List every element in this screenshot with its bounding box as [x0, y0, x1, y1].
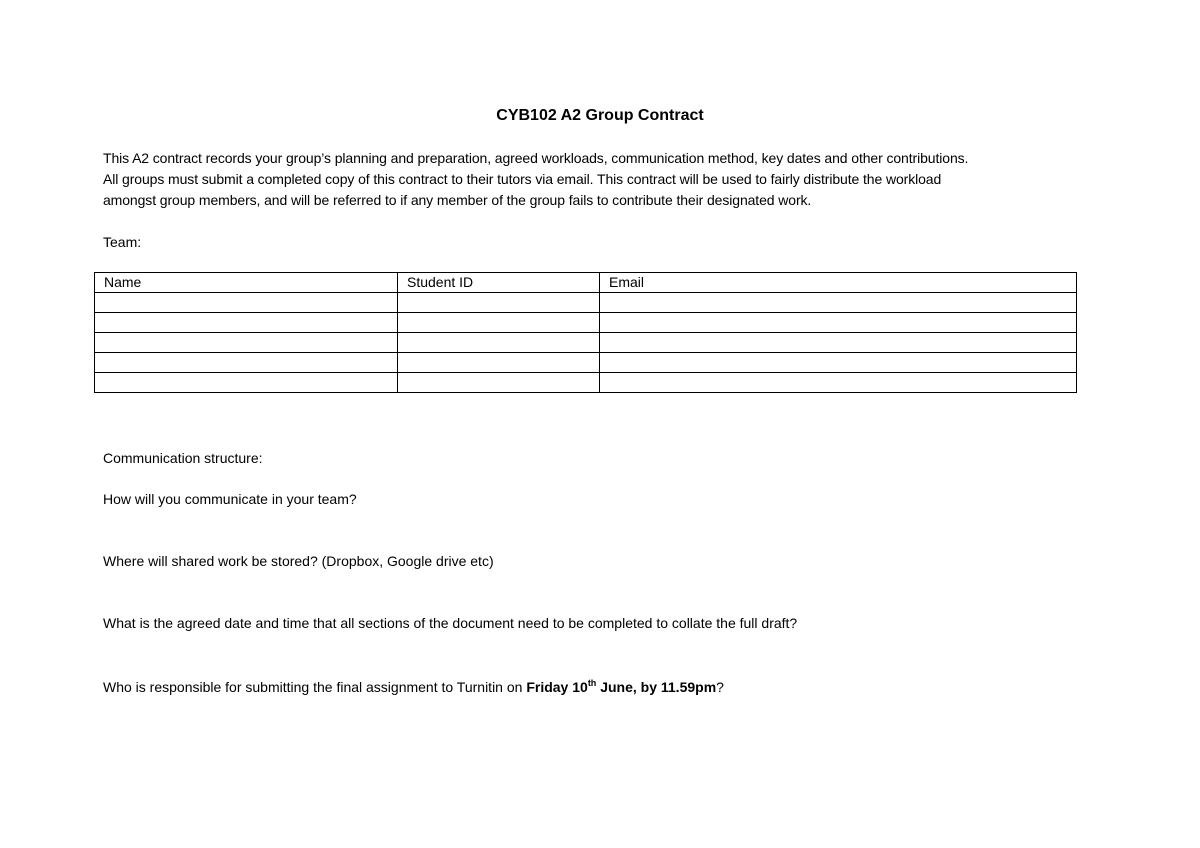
intro-line: This A2 contract records your group’s planning and preparation, agreed workloads, communication method, key dates and other contributions. [103, 150, 969, 166]
email-cell[interactable] [600, 353, 1077, 373]
table-row [95, 313, 1077, 333]
student-id-cell[interactable] [398, 353, 600, 373]
table-row [95, 353, 1077, 373]
submission-prefix: Who is responsible for submitting the final assignment to Turnitin on [103, 679, 527, 695]
email-cell[interactable] [600, 293, 1077, 313]
submission-day: Friday 10 [526, 679, 588, 695]
submission-suffix: ? [716, 679, 724, 695]
question-storage: Where will shared work be stored? (Dropbox, Google drive etc) [103, 553, 494, 569]
student-id-cell[interactable] [398, 313, 600, 333]
name-cell[interactable] [95, 353, 398, 373]
table-row [95, 373, 1077, 393]
intro-line: amongst group members, and will be referred to if any member of the group fails to contribute their designated work. [103, 192, 812, 208]
name-cell[interactable] [95, 373, 398, 393]
submission-date-rest: June, by 11.59pm [596, 679, 717, 695]
student-id-cell[interactable] [398, 333, 600, 353]
team-table [94, 272, 1077, 393]
question-deadline: What is the agreed date and time that all sections of the document need to be completed to collate the full draft? [103, 615, 798, 631]
question-submission [103, 677, 724, 697]
student-id-cell[interactable] [398, 293, 600, 313]
header-name: Name [95, 273, 398, 293]
intro-line: All groups must submit a completed copy of this contract to their tutors via email. This contract will be used to fairly distribute the workload [103, 171, 942, 187]
intro-paragraph [103, 148, 1103, 211]
email-cell[interactable] [600, 373, 1077, 393]
table-row [95, 333, 1077, 353]
name-cell[interactable] [95, 293, 398, 313]
submission-day-suffix: th [587, 678, 597, 688]
name-cell[interactable] [95, 313, 398, 333]
email-cell[interactable] [600, 313, 1077, 333]
question-communicate: How will you communicate in your team? [103, 491, 357, 507]
document-title: CYB102 A2 Group Contract [496, 107, 704, 124]
communication-structure-label: Communication structure: [103, 450, 263, 466]
header-student-id: Student ID [398, 273, 600, 293]
student-id-cell[interactable] [398, 373, 600, 393]
table-header-row [95, 273, 1077, 293]
email-cell[interactable] [600, 333, 1077, 353]
name-cell[interactable] [95, 333, 398, 353]
table-row [95, 293, 1077, 313]
team-label: Team: [103, 234, 142, 250]
header-email: Email [600, 273, 1077, 293]
